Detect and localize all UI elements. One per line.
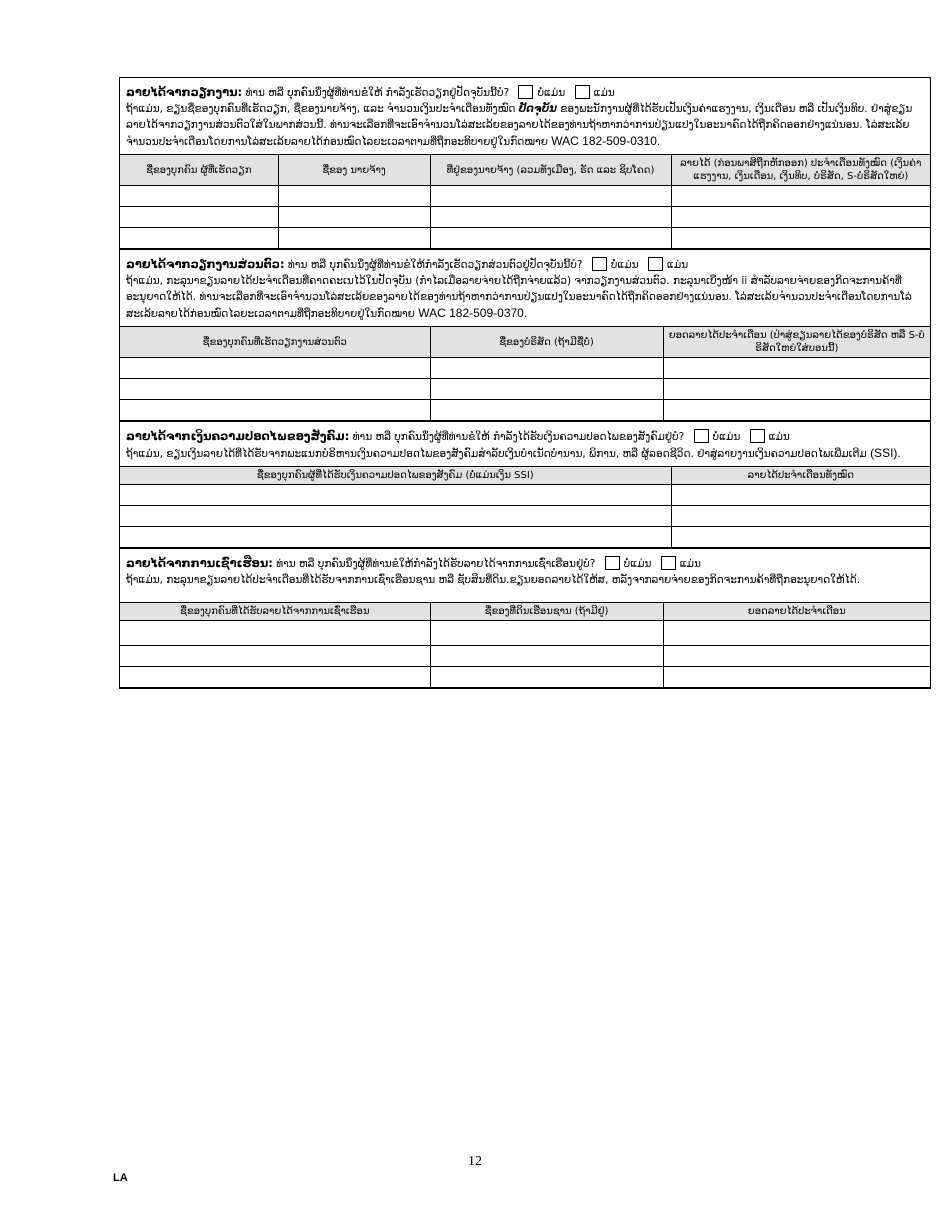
employment-wac: WAC 182-509-0310.	[551, 134, 661, 148]
input-cell[interactable]	[120, 485, 671, 506]
self-employment-col-person: ຊື່ຂອງບຸກຄົນທີ່ເຮັດວຽກງານສ່ວນຕົວ	[120, 327, 430, 358]
input-cell[interactable]	[430, 186, 671, 207]
social-security-col-income: ລາຍໄດ້ປະຈຳເດືອນທັງໝົດ	[671, 467, 930, 485]
table-row	[120, 358, 930, 379]
table-row	[120, 646, 930, 667]
social-security-col-person: ຊື່ຂອງບຸກຄົນຜູ້ທີ່ໄດ້ຮັບເງິນຄວາມປອດໄພຂອງສັງຄົມ (ບໍ່ແມ່ນເງິນ SSI)	[120, 467, 671, 485]
rental-table	[120, 602, 930, 688]
rental-intro	[120, 549, 930, 602]
rental-question: ທ່ານ ຫລື ບຸກຄົນນຶ່ງຜູ້ທີ່ທ່ານຂໍໃຫ້ກຳລັງໄດ້ຮັບລາຍໄດ້ຈາກການເຊົ່າເຮືອນຢູ່ບໍ?	[276, 558, 596, 570]
rental-heading: ລາຍໄດ້ຈາກການເຊົ່າເຮືອນ:	[126, 556, 273, 570]
input-cell[interactable]	[671, 207, 930, 228]
table-row	[120, 485, 930, 506]
input-cell[interactable]	[120, 506, 671, 527]
input-cell[interactable]	[278, 228, 430, 249]
rental-yes-checkbox[interactable]	[661, 556, 676, 570]
input-cell[interactable]	[663, 400, 930, 421]
employment-col-address: ທີ່ຢູ່ຂອງນາຍຈ້າງ (ລວມທັງເມືອງ, ຣັດ ແລະ ຊິບໂຄດ)	[430, 155, 671, 186]
table-row	[120, 621, 930, 646]
rental-col-income: ຍອດລາຍໄດ້ປະຈຳເດືອນ	[663, 603, 930, 621]
self-employment-table	[120, 326, 930, 421]
rental-section	[120, 549, 930, 688]
employment-table	[120, 154, 930, 249]
input-cell[interactable]	[120, 186, 278, 207]
social-security-no-checkbox[interactable]	[694, 429, 709, 443]
language-code: LA	[113, 1172, 128, 1184]
input-cell[interactable]	[430, 358, 663, 379]
table-row	[120, 379, 930, 400]
input-cell[interactable]	[430, 207, 671, 228]
rental-no-label: ບໍ່ແມ່ນ	[623, 558, 652, 570]
employment-col-income: ລາຍໄດ້ (ກ່ອນພາສີຖືກຫັກອອກ) ປະຈຳເດືອນທັງໝົດ (ເງິນຄ່າແຮງງານ, ເງິນເດືອນ, ເງິນທິບ, ບໍຣິສັດ, S-ບໍຣິສັດໃຫຍ່)	[671, 155, 930, 186]
social-security-heading: ລາຍໄດ້ຈາກເງິນຄວາມປອດໄພຂອງສັງຄົມ:	[126, 429, 350, 443]
self-employment-col-income: ຍອດລາຍໄດ້ປະຈຳເດືອນ (ປ່າສູ່ຂຽນລາຍໄດ້ຂອງບໍຣິສັດ ຫລື S-ບໍຣິສັດໃຫຍ່ໃສ່ບອນນີ້)	[663, 327, 930, 358]
table-row	[120, 400, 930, 421]
input-cell[interactable]	[671, 485, 930, 506]
income-form	[119, 77, 931, 689]
employment-intro	[120, 78, 930, 154]
employment-col-person: ຊື່ຂອງບຸກຄົນ ຜູ້ທີ່ເຮັດວຽກ	[120, 155, 278, 186]
table-row	[120, 207, 930, 228]
table-row	[120, 506, 930, 527]
rental-yes-label: ແມ່ນ	[679, 558, 701, 570]
table-row	[120, 667, 930, 688]
input-cell[interactable]	[120, 207, 278, 228]
social-security-question: ທ່ານ ຫລື ບຸກຄົນນຶ່ງຜູ້ທີ່ທ່ານຂໍໃຫ້ ກຳລັງໄດ້ຮັບເງິນຄວາມປອດໄພຂອງສັງຄົມຢູ່ບໍ?	[352, 431, 685, 443]
rental-header-row	[120, 603, 930, 621]
social-security-no-label: ບໍ່ແມ່ນ	[712, 431, 741, 443]
social-security-table	[120, 466, 930, 548]
employment-col-employer: ຊື່ຂອງ ນາຍຈ້າງ	[278, 155, 430, 186]
input-cell[interactable]	[120, 621, 430, 646]
employment-section	[120, 78, 930, 250]
input-cell[interactable]	[663, 646, 930, 667]
self-employment-wac: WAC 182-509-0370.	[418, 306, 528, 320]
self-employment-col-company: ຊື່ຂອງບໍຣິສັດ (ຖ້າມີຊື່ບໍ່)	[430, 327, 663, 358]
employment-body-b: ຂອງພະນັກງານຜູ້ທີ່ໄດ້ຮັບເປັນເງິນຄ່າແຮງງານ, ເງິນເດືອນ ຫລື ເປັນເງິນທິບ. ຢ່າສູ່ຂຽນລາຍໄດ້ຈາກວຽກງານສ່ວນຕົວໃສ່ໃນພາກສ່ວນນີ້. ທ່ານຈະເລືອກທີ່ຈະເອົາຈຳນວນໂລ່ສະເລ້ຍຂອງລາຍໄດ້ຂອງທ່ານຖ້າຫາກວ່າການປ່ຽນແປງໃນອະນາຄົດໄດ້ຖືກຄິດອອກຢ່າງແນ່ນອນ. ໂລ່ສະເລ້ຍຈຳນວນປະຈຳເດືອນໂດຍການໂລ່ສະເລ້ຍລາຍໄດ້ກ່ອນໝົດໄລຍະເວລາຕາມທີ່ຖືກອະທິບາຍຢູ່ໃນກົດໝາຍ	[126, 103, 913, 148]
input-cell[interactable]	[278, 186, 430, 207]
input-cell[interactable]	[663, 621, 930, 646]
self-employment-no-checkbox[interactable]	[592, 257, 607, 271]
self-employment-yes-label: ແມ່ນ	[666, 259, 689, 271]
self-employment-header-row	[120, 327, 930, 358]
input-cell[interactable]	[430, 667, 663, 688]
input-cell[interactable]	[671, 506, 930, 527]
employment-heading: ລາຍໄດ້ຈາກວຽກງານ:	[126, 85, 243, 99]
self-employment-intro	[120, 250, 930, 326]
input-cell[interactable]	[671, 186, 930, 207]
input-cell[interactable]	[120, 400, 430, 421]
social-security-intro	[120, 422, 930, 466]
table-row	[120, 186, 930, 207]
input-cell[interactable]	[278, 207, 430, 228]
input-cell[interactable]	[663, 358, 930, 379]
table-row	[120, 228, 930, 249]
employment-body-emph: ປັດຈຸບັນ	[518, 103, 557, 115]
input-cell[interactable]	[120, 527, 671, 548]
social-security-header-row	[120, 467, 930, 485]
table-row	[120, 527, 930, 548]
input-cell[interactable]	[120, 646, 430, 667]
social-security-body: ຖ້າແມ່ນ, ຂຽນເງິນລາຍໄດ້ທີ່ໄດ້ຮັບຈາກພະແນກບໍຣິຫານເງິນຄວາມປອດໄພຂອງສັງຄົມສຳລັບເງິນບຳເນັດບຳນານ, ພິການ, ຫລື ຜູ້ລອດຊີວິດ. ຢ່າສູ່ລາຍງານເງິນຄວາມປອດໄພເພີ່ມເຕີມ	[126, 448, 867, 460]
self-employment-body: ຖ້າແມ່ນ, ກະລຸນາຂຽນລາຍໄດ້ປະຈຳເດືອນທີ່ຄາດຄະເນໄວ້ໃນປັດຈຸບັນ (ກຳໄລເມື່ອລາຍຈ່າຍໄດ້ຖືກຈ່າຍແລ້ວ) ຈາກວຽກງານສ່ວນຕົວ. ກະລຸນາເບິ່ງໜ້າ ii ສຳລັບລາຍຈ່າຍຂອງກິດຈະການຄ້າທີ່ອະນຸຍາດໃຫ້ໄດ້. ທ່ານຈະເລືອກທີ່ຈະເອົາຈຳນວນໂລ່ສະເລ້ຍຂອງລາຍໄດ້ຂອງທ່ານຖ້າຫາກວ່າການປ່ຽນແປງໃນອະນາຄົດໄດ້ຖືກຄິດອອກຢ່າງແນ່ນອນ. ໂລ່ສະເລ້ຍຈຳນວນປະຈຳເດືອນໂດຍການໂລ່ສະເລ້ຍລາຍໄດ້ກ່ອນໝົດໄລຍະເວລາຕາມທີ່ຖືກອະທິບາຍຢູ່ໃນກົດໝາຍ	[126, 275, 912, 320]
social-security-section	[120, 422, 930, 549]
input-cell[interactable]	[430, 228, 671, 249]
self-employment-question: ທ່ານ ຫລື ບຸກຄົນນຶ່ງຜູ້ທີ່ທ່ານຂໍໃຫ້ກຳລັງເຮັດວຽກສ່ວນຕົວຢູ່ປັດຈຸບັນນີ້ບໍ?	[287, 259, 583, 271]
input-cell[interactable]	[663, 379, 930, 400]
rental-no-checkbox[interactable]	[605, 556, 620, 570]
rental-col-property: ຊື່ຂອງທີ່ດິນເຮືອນຊານ (ຖ້າມີຢູ່)	[430, 603, 663, 621]
input-cell[interactable]	[120, 379, 430, 400]
self-employment-yes-checkbox[interactable]	[648, 257, 663, 271]
input-cell[interactable]	[120, 667, 430, 688]
social-security-ssi: (SSI).	[870, 446, 901, 460]
employment-yes-label: ແມ່ນ	[593, 87, 615, 99]
input-cell[interactable]	[663, 667, 930, 688]
social-security-yes-checkbox[interactable]	[750, 429, 765, 443]
employment-question: ທ່ານ ຫລື ບຸກຄົນນຶ່ງຜູ້ທີ່ທ່ານຂໍໃຫ້ ກຳລັງເຮັດວຽກຢູ່ປັດຈຸບັນນີ້ບໍ?	[245, 87, 510, 99]
employment-header-row	[120, 155, 930, 186]
employment-body-a: ຖ້າແມ່ນ, ຂຽນຊື່ຂອງບຸກຄົນທີ່ເຮັດວຽກ, ຊື່ຂອງນາຍຈ້າງ, ແລະ ຈຳນວນເງິນປະຈຳເດືອນທັງໝົດ	[126, 103, 516, 115]
input-cell[interactable]	[430, 621, 663, 646]
input-cell[interactable]	[430, 400, 663, 421]
input-cell[interactable]	[430, 379, 663, 400]
input-cell[interactable]	[120, 358, 430, 379]
self-employment-section	[120, 250, 930, 422]
self-employment-heading: ລາຍໄດ້ຈາກວຽກງານສ່ວນຕົວ:	[126, 257, 285, 271]
page-number: 12	[468, 1154, 482, 1169]
input-cell[interactable]	[430, 646, 663, 667]
employment-no-label: ບໍ່ແມ່ນ	[537, 87, 566, 99]
employment-no-checkbox[interactable]	[518, 85, 533, 99]
rental-col-person: ຊື່ຂອງບຸກຄົນທີ່ໄດ້ຮັບລາຍໄດ້ຈາກການເຊົ່າເຮືອນ	[120, 603, 430, 621]
input-cell[interactable]	[671, 228, 930, 249]
self-employment-no-label: ບໍ່ແມ່ນ	[610, 259, 639, 271]
social-security-yes-label: ແມ່ນ	[768, 431, 790, 443]
rental-body: ຖ້າແມ່ນ, ກະລຸນາຂຽນລາຍໄດ້ປະຈຳເດືອນທີ່ໄດ້ຮັບຈາກການເຊົ່າເຮືອນຊານ ຫລື ຊັບສິນທີ່ດິນ.ຂຽນຍອດລາຍໄດ້ໃຫ້ສ, ຫລັງຈາກລາຍຈ່າຍຂອງກິດຈະການຄ້າທີ່ຖືກອະນຸຍາດໃຫ້ໄດ້.	[126, 574, 861, 586]
input-cell[interactable]	[120, 228, 278, 249]
input-cell[interactable]	[671, 527, 930, 548]
employment-yes-checkbox[interactable]	[575, 85, 590, 99]
